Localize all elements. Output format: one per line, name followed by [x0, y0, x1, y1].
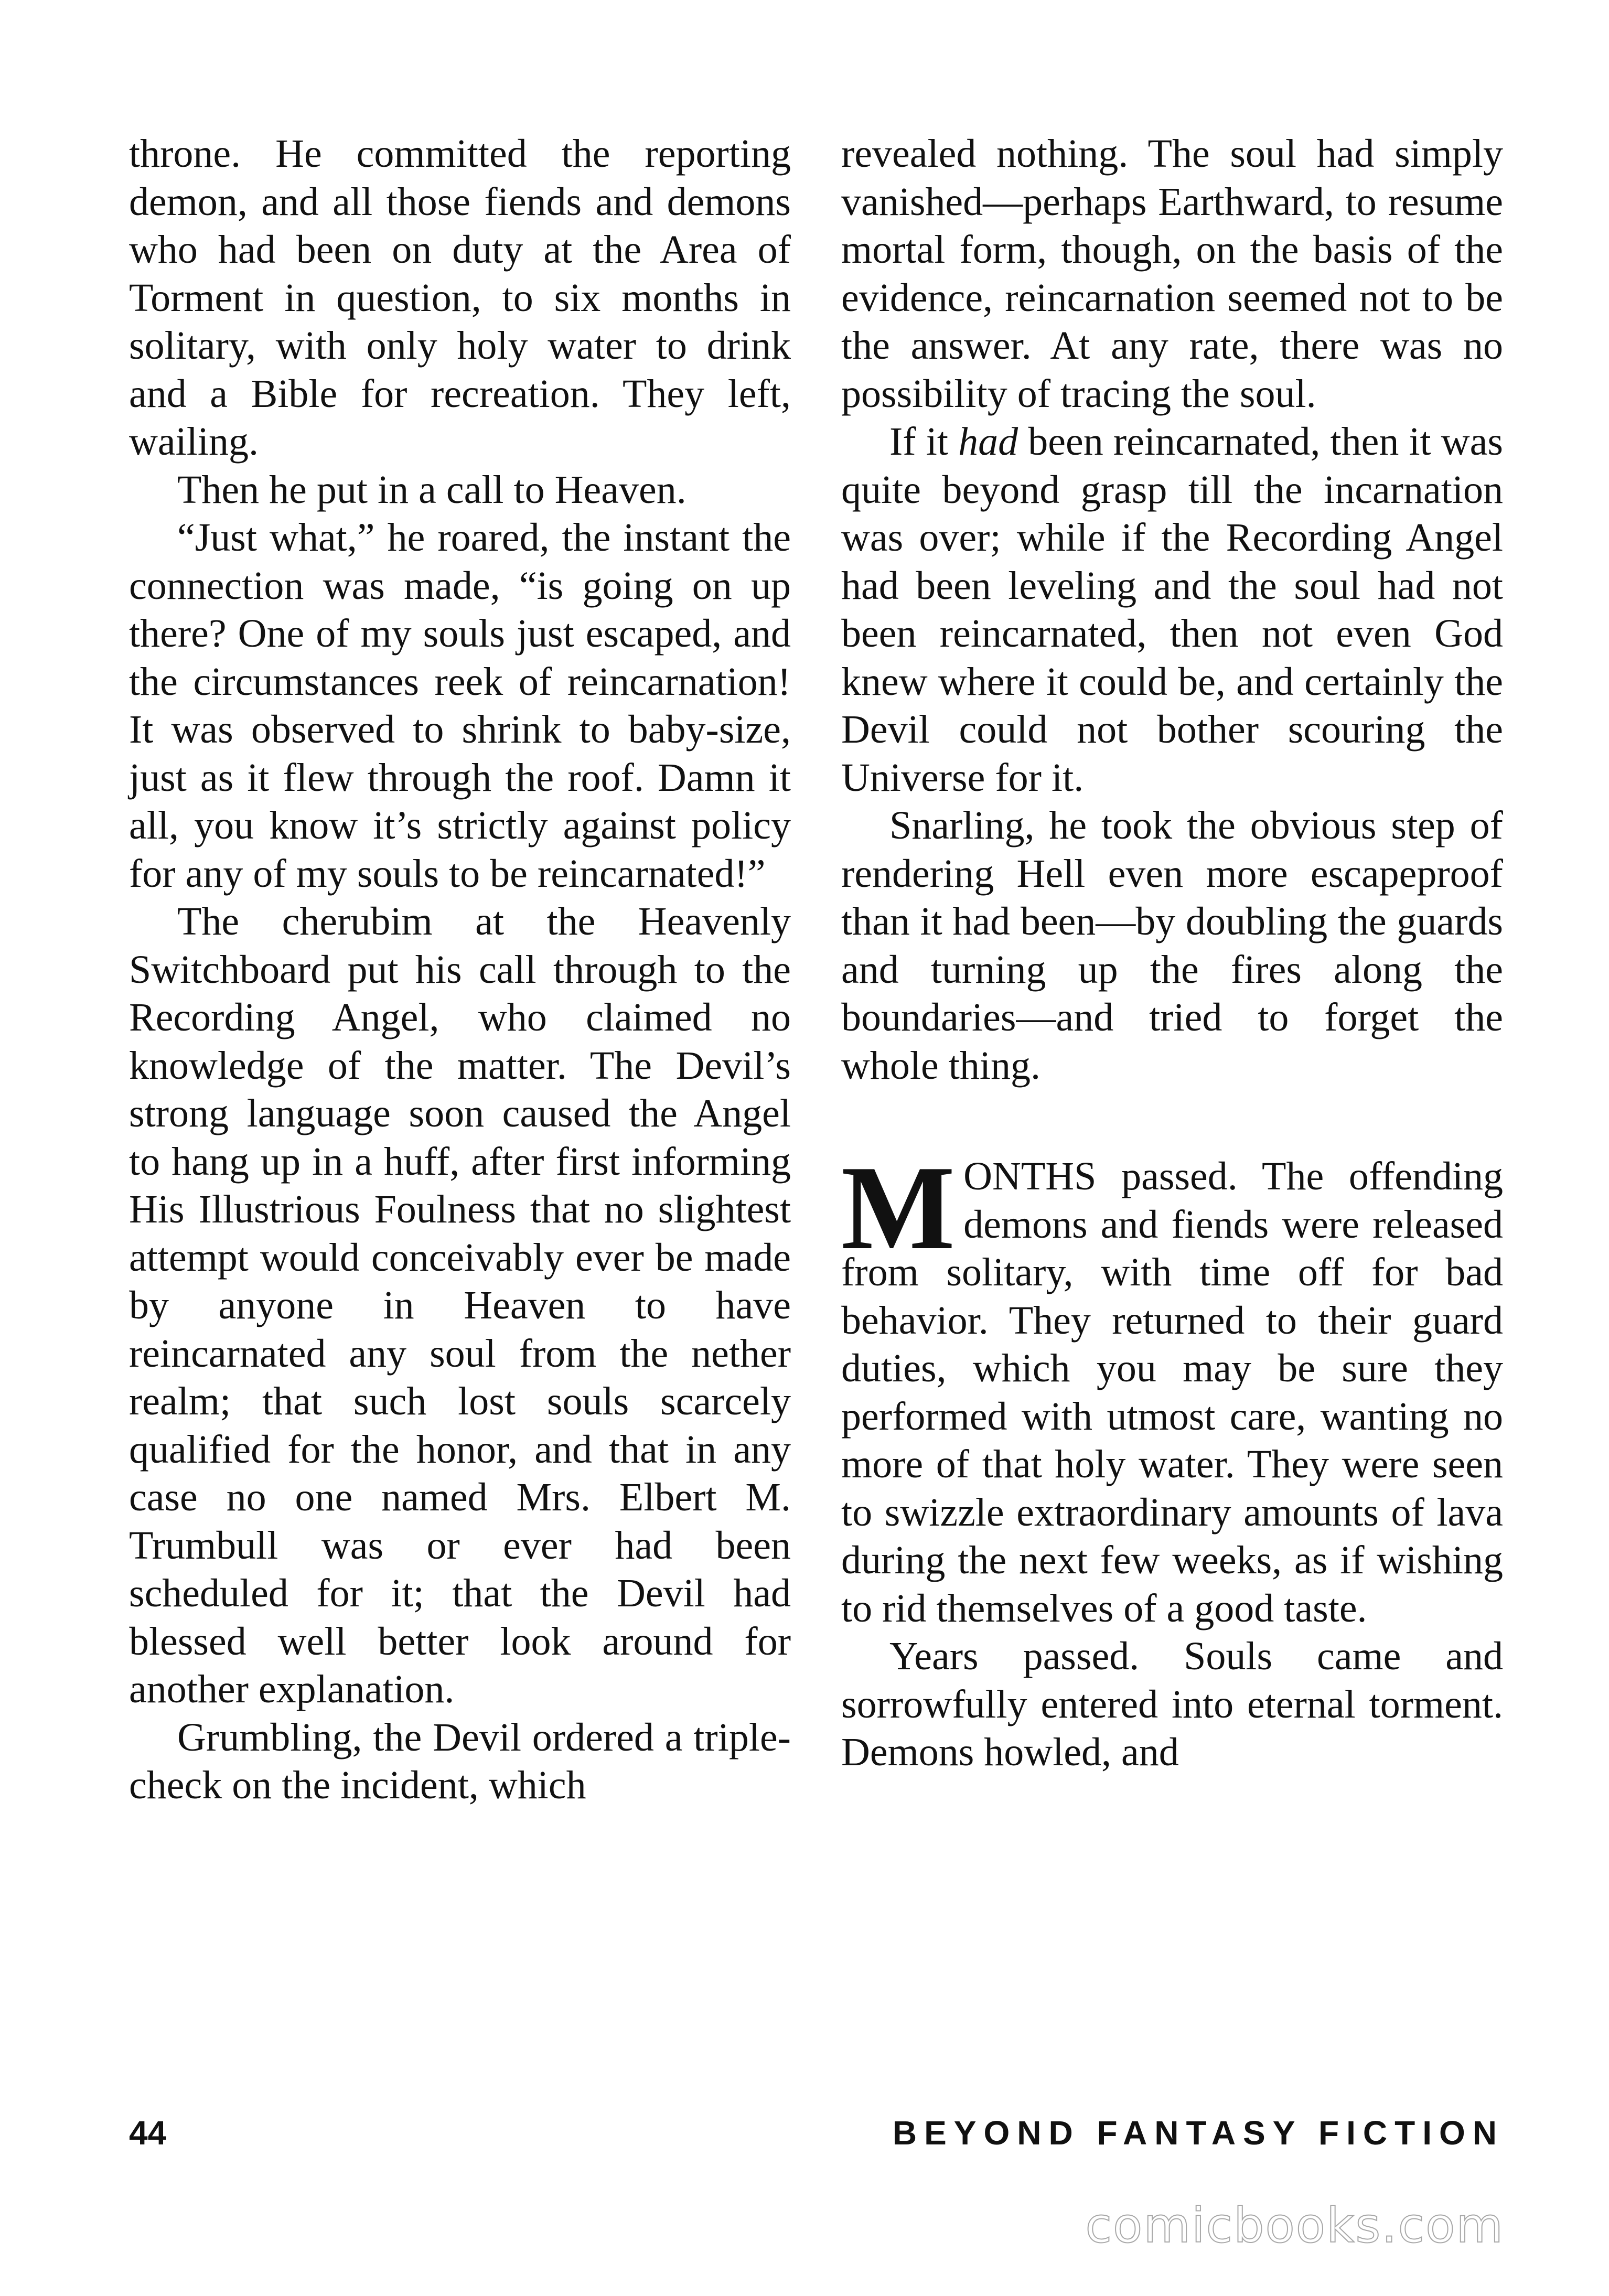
text-run: passed. The offending demons and fiends were released from solitary, with time off for bad behavior. They returned to their guard duties, which you may be sure they performed with utmost care, wanting no more of that holy water. They were seen to swizzle extraordinary amounts of lava during the next few weeks, as if wishing to rid themselves of a good taste.: [841, 1154, 1503, 1630]
site-watermark: comicbooks.com: [1085, 2197, 1504, 2254]
right-text-column: [841, 130, 1503, 1777]
paragraph: Grumbling, the Devil ordered a triple-check on the incident, which: [129, 1715, 791, 1807]
text-run: If it: [889, 420, 959, 464]
lead-in-caps: ONTHS: [963, 1154, 1097, 1198]
running-footer-title: BEYOND FANTASY FICTION: [892, 2114, 1504, 2152]
text-run: been reincarnated, then it was quite beyond grasp till the incarnation was over; while if the Recording Angel had been leveling and the soul had not been reincarnated, then not even God knew where it could be, and certainly the Devil could not bother scouring the Universe for it.: [841, 420, 1503, 800]
paragraph: Snarling, he took the obvious step of rendering Hell even more escapeproof than it had been—by doubling the guards and turning up the fires along the boundaries—and tried to forget the whole thing.: [841, 803, 1503, 1088]
paragraph: “Just what,” he roared, the instant the connection was made, “is going on up there? One of my souls just escaped, and the circumstances reek of reincarnation! It was observed to shrink to baby-size, just as it flew through the roof. Damn it all, you know it’s strictly against policy for any of my souls to be reincarnated!”: [129, 516, 791, 896]
emphasized-word: had: [958, 420, 1018, 464]
drop-cap-letter: M: [841, 1141, 956, 1274]
section-opening-paragraph: [841, 1141, 1503, 1633]
paragraph: Years passed. Souls came and sorrowfully entered into eternal torment. Demons howled, and: [841, 1634, 1503, 1774]
paragraph: revealed nothing. The soul had simply vanished—perhaps Earthward, to resume mortal form, though, on the basis of the evidence, reincarnation seemed not to be the answer. At any rate, there was no possibility of tracing the soul.: [841, 132, 1503, 416]
paragraph: throne. He committed the reporting demon, and all those fiends and demons who had been on duty at the Area of Torment in question, to six months in solitary, with only holy water to drink and a Bible for recreation. They left, wailing.: [129, 132, 791, 464]
page-number: 44: [129, 2114, 167, 2152]
paragraph-with-emphasis: [841, 418, 1503, 802]
paragraph: Then he put in a call to Heaven.: [177, 467, 686, 512]
paragraph: The cherubim at the Heavenly Switchboard put his call through to the Recording Angel, who claimed no knowledge of the matter. The Devil’s strong language soon caused the Angel to hang up in a huff, after first informing His Illustrious Foulness that no slightest attempt would conceivably ever be made by anyone in Heaven to have reincarnated any soul from the nether realm; that such lost souls scarcely qualified for the honor, and that in any case no one named Mrs. Elbert M. Trumbull was or ever had been scheduled for it; that the Devil had blessed well better look around for another explanation.: [129, 899, 791, 1711]
left-text-column: [129, 130, 791, 1810]
